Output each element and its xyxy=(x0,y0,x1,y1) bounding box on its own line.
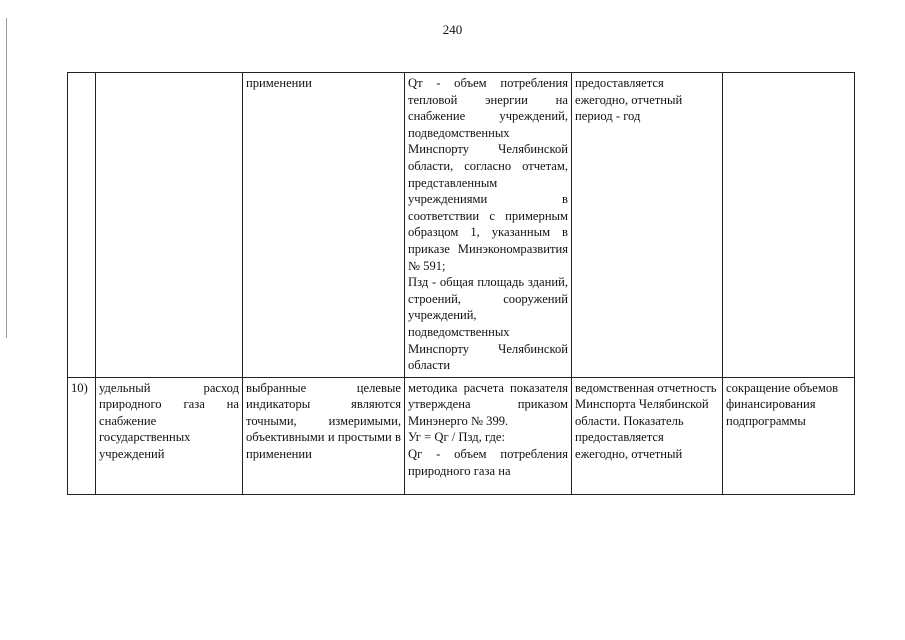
table-row xyxy=(68,377,855,494)
indicator-name-cell xyxy=(96,73,243,378)
row-number-cell: 10) xyxy=(68,377,96,494)
data-source-cell: предоставляется ежегодно, отчетный период - год xyxy=(572,73,723,378)
selection-rationale-cell: выбранные целевые индикаторы являются точными, измеримыми, объективными и простыми в применении xyxy=(243,377,405,494)
risk-cell xyxy=(723,73,855,378)
indicator-name-cell: удельный расход природного газа на снабжение государственных учреждений xyxy=(96,377,243,494)
calculation-method-cell xyxy=(405,377,572,494)
data-source-cell: ведомственная отчетность Минспорта Челябинской области. Показатель предоставляется ежегодно, отчетный xyxy=(572,377,723,494)
row-number-cell xyxy=(68,73,96,378)
indicator-table xyxy=(67,72,855,495)
method-paragraph: Qт - объем потребления тепловой энергии на снабжение учреждений, подведомственных Минспорту Челябинской области, согласно отчетам, представленным учреждениями в соответствии с примерным образцом 1, указанным в приказе Минэкономразвития № 591; xyxy=(408,76,568,273)
table-row xyxy=(68,73,855,378)
method-paragraph: Пзд - общая площадь зданий, строений, сооружений учреждений, подведомственных Минспорту Челябинской области xyxy=(408,275,568,373)
page-number: 240 xyxy=(442,22,463,37)
method-paragraph: Qг - объем потребления природного газа на xyxy=(408,447,568,478)
risk-cell: сокращение объемов финансирования подпрограммы xyxy=(723,377,855,494)
selection-rationale-cell: применении xyxy=(243,73,405,378)
scan-edge-mark xyxy=(6,18,7,338)
method-paragraph: Уг = Qг / Пзд, где: xyxy=(408,430,506,445)
method-paragraph: методика расчета показателя утверждена приказом Минэнерго № 399. xyxy=(408,380,568,428)
calculation-method-cell xyxy=(405,73,572,378)
